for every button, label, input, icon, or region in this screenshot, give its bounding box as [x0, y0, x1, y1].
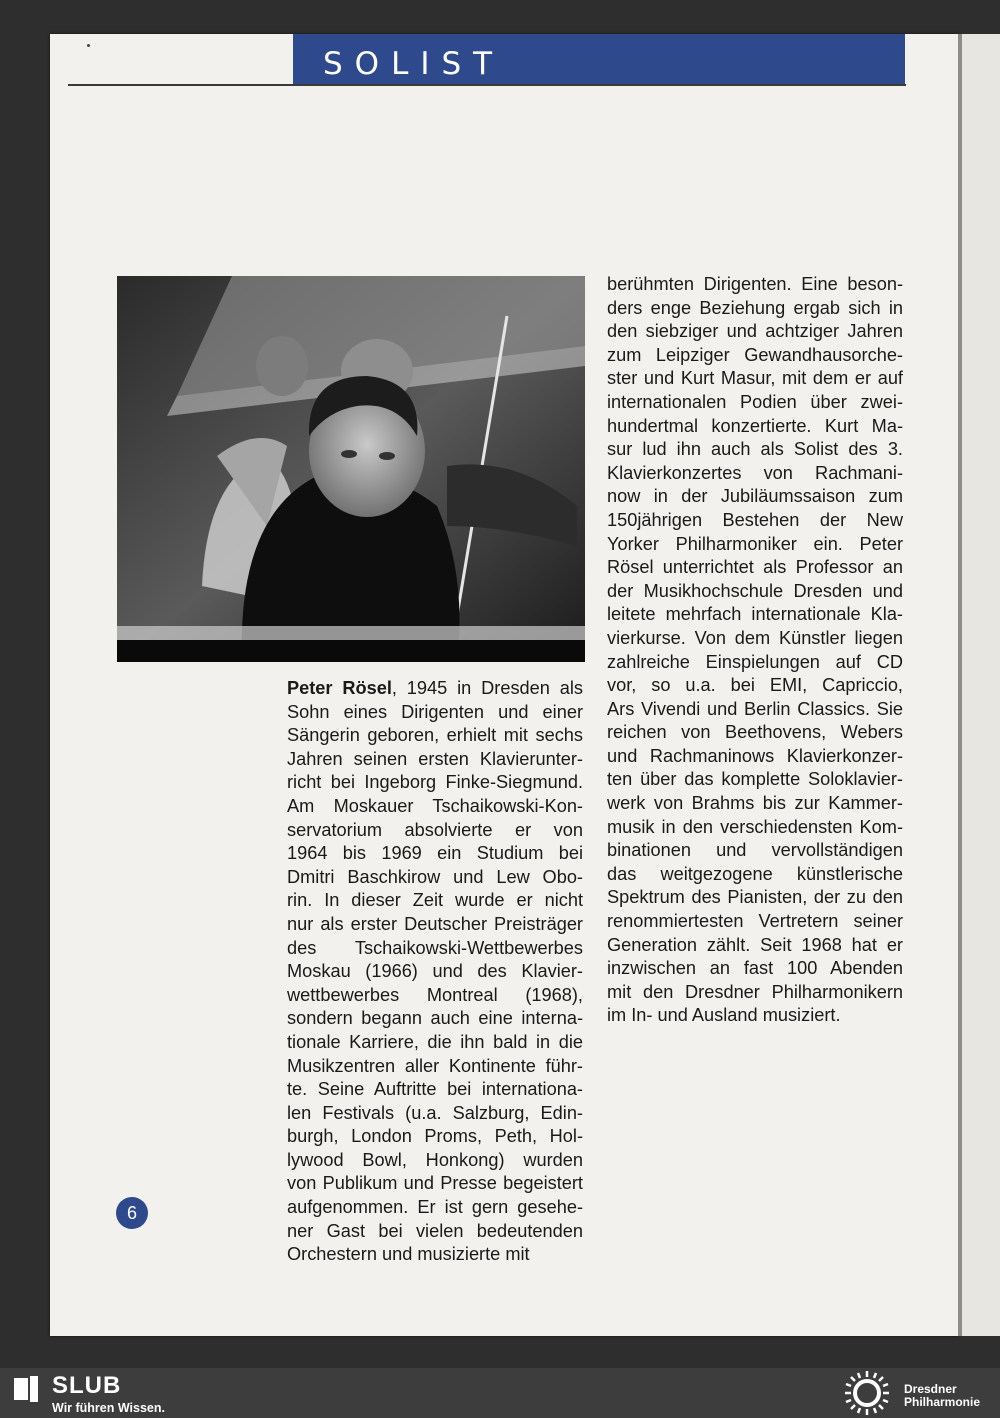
- article-left-column: [287, 677, 583, 1267]
- article-left-line: Peter Rösel, 1945 in Dresden als: [287, 678, 583, 698]
- article-right-line: Yorker Philharmoniker ein. Peter: [607, 533, 903, 554]
- article-right-line: den siebziger und achtziger Jahren: [607, 321, 903, 342]
- article-left-line: Sängerin geboren, erhielt mit sechs: [287, 725, 583, 746]
- article-right-line: renommiertesten Vertretern seiner: [607, 911, 903, 932]
- article-left-line: te. Seine Auftritte bei internationa-: [287, 1079, 583, 1100]
- article-left-line: lywood Bowl, Honkong) wurden: [287, 1149, 583, 1170]
- article-right-line: Ars Vivendi und Berlin Classics. Sie: [607, 698, 903, 719]
- article-right-line: leitete mehrfach internationale Kla-: [607, 604, 903, 625]
- article-left-line: Jahren seinen ersten Klavierunter-: [287, 748, 583, 769]
- article-left-line: des Tschaikowski-Wettbewerbes: [287, 937, 583, 958]
- article-paragraph-right: [607, 273, 903, 1028]
- article-right-column: [607, 273, 903, 1028]
- article-left-line: nur als erster Deutscher Preisträger: [287, 913, 583, 934]
- article-right-line: sur lud ihn auch als Solist des 3.: [607, 439, 903, 460]
- article-right-line: und Rachmaninows Klavierkonzer-: [607, 745, 903, 766]
- article-right-line: internationalen Podien über zwei-: [607, 391, 903, 412]
- article-right-line: ten über das komplette Soloklavier-: [607, 769, 903, 790]
- article-left-line: Am Moskauer Tschaikowski-Kon-: [287, 795, 583, 816]
- article-right-line: musik in den verschiedensten Kom-: [607, 816, 903, 837]
- article-left-line: Dmitri Baschkirow und Lew Obo-: [287, 866, 583, 887]
- article-right-line: zum Leipziger Gewandhausorche-: [607, 344, 903, 365]
- header-rule: [68, 84, 906, 86]
- article-right-line: Rösel unterrichtet als Professor an: [607, 557, 903, 578]
- pianist-photo: [117, 276, 585, 662]
- article-left-line: aufgenommen. Er ist gern gesehe-: [287, 1197, 583, 1218]
- article-right-line: 150jährigen Bestehen der New: [607, 509, 903, 530]
- article-right-line: vor, so u.a. bei EMI, Capriccio,: [607, 675, 903, 696]
- article-right-line: vierkurse. Von dem Künstler liegen: [607, 627, 903, 648]
- article-left-line: richt bei Ingeborg Finke-Siegmund.: [287, 772, 583, 793]
- article-left-line: len Festivals (u.a. Salzburg, Edin-: [287, 1102, 583, 1123]
- next-page-edge: [962, 34, 1000, 1336]
- slub-logo-icon: [12, 1375, 40, 1403]
- article-left-line: Musikzentren aller Kontinente führ-: [287, 1055, 583, 1076]
- article-right-line: Klavierkonzertes von Rachmani-: [607, 462, 903, 483]
- partner-name: [904, 1383, 980, 1409]
- article-left-line: burgh, London Proms, Peth, Hol-: [287, 1126, 583, 1147]
- article-right-line: Generation zählt. Seit 1968 hat er: [607, 934, 903, 955]
- article-right-line: reichen von Beethovens, Webers: [607, 722, 903, 743]
- article-right-line: inzwischen an fast 100 Abenden: [607, 958, 903, 979]
- library-name: SLUB: [52, 1372, 122, 1399]
- dresdner-philharmonie-logo-icon: [841, 1370, 893, 1416]
- partner-name-line1: Dresdner: [904, 1382, 957, 1396]
- article-right-line: berühmten Dirigenten. Eine beson-: [607, 274, 903, 294]
- article-left-line: servatorium absolvierte er von: [287, 819, 583, 840]
- article-right-line: der Musikhochschule Dresden und: [607, 580, 903, 601]
- article-right-line: ster und Kurt Masur, mit dem er auf: [607, 368, 903, 389]
- partner-name-line2: Philharmonie: [904, 1395, 981, 1409]
- article-left-line: rin. In dieser Zeit wurde er nicht: [287, 890, 583, 911]
- library-tagline: Wir führen Wissen.: [52, 1401, 165, 1415]
- article-left-line: sondern begann auch eine interna-: [287, 1008, 583, 1029]
- article-right-line: mit den Dresdner Philharmonikern: [607, 981, 903, 1002]
- article-left-line: Sohn eines Dirigenten und einer: [287, 701, 583, 722]
- article-left-line: tionale Karriere, die ihn bald in die: [287, 1031, 583, 1052]
- article-left-line: ner Gast bei vielen bedeutenden: [287, 1220, 583, 1241]
- article-right-line: werk von Brahms bis zur Kammer-: [607, 793, 903, 814]
- article-left-line: 1964 bis 1969 ein Studium bei: [287, 843, 583, 864]
- article-right-line: Spektrum des Pianisten, der zu den: [607, 887, 903, 908]
- article-right-line: binationen und vervollständigen: [607, 840, 903, 861]
- article-right-line: im In- und Ausland musiziert.: [607, 1005, 841, 1026]
- page-number-badge: 6: [116, 1197, 148, 1229]
- article-paragraph-left: [287, 677, 583, 1267]
- article-right-line: ders enge Beziehung ergab sich in: [607, 297, 903, 318]
- article-left-line: wettbewerbes Montreal (1968),: [287, 984, 583, 1005]
- section-title: SOLIST: [323, 46, 505, 82]
- article-left-line: Orchestern und musizierte mit: [287, 1244, 530, 1265]
- soloist-name: Peter Rösel: [287, 678, 392, 698]
- article-right-line: hundertmal konzertierte. Kurt Ma-: [607, 415, 903, 436]
- article-right-line: now in der Jubiläumssaison zum: [607, 486, 903, 507]
- pianist-photo-icon: [117, 276, 585, 662]
- scan-speck: [87, 44, 90, 47]
- article-left-line: von Publikum und Presse begeistert: [287, 1173, 583, 1194]
- article-right-line: das weitgezogene künstlerische: [607, 863, 903, 884]
- article-left-line: Moskau (1966) und des Klavier-: [287, 961, 583, 982]
- article-right-line: zahlreiche Einspielungen auf CD: [607, 651, 903, 672]
